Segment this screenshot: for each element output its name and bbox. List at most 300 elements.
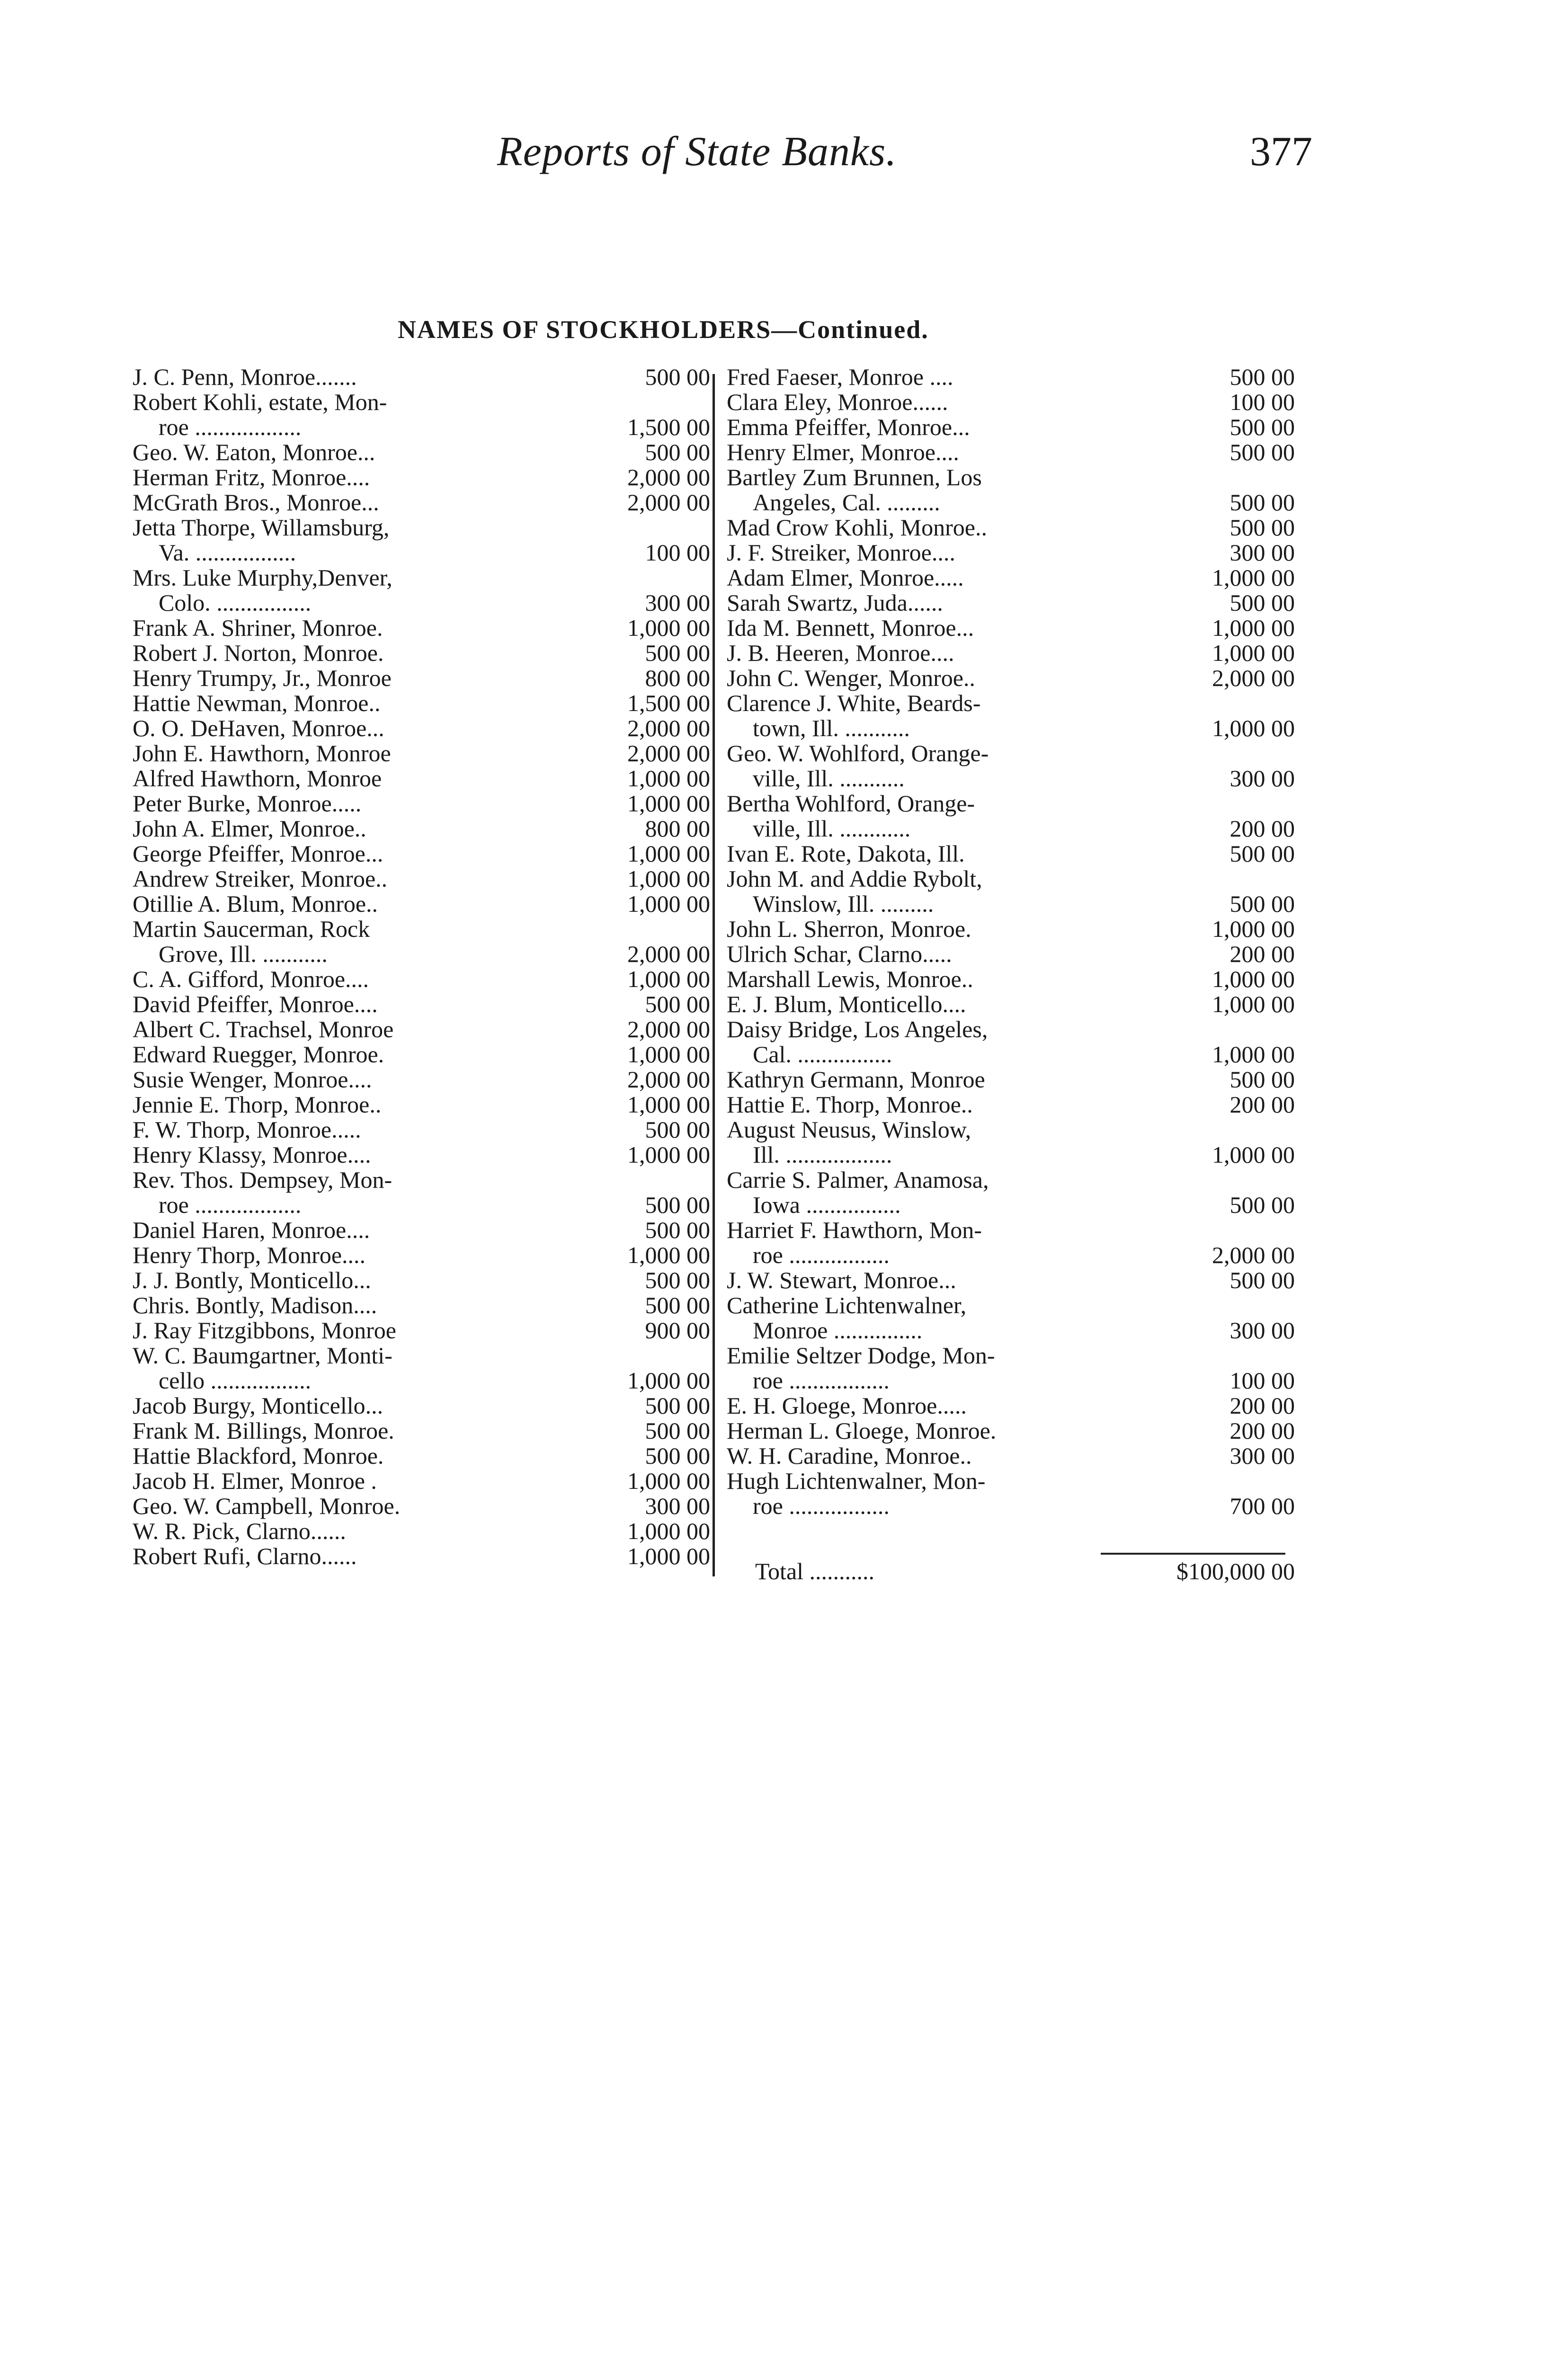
stockholder-entry xyxy=(133,666,710,691)
stockholder-name xyxy=(727,1343,1124,1393)
stockholder-name-line: C. A. Gifford, Monroe.... xyxy=(133,966,369,992)
stockholder-name-line: J. F. Streiker, Monroe.... xyxy=(727,539,955,566)
stockholder-name-line: Jennie E. Thorp, Monroe.. xyxy=(133,1091,382,1118)
share-amount: 500 00 xyxy=(645,1392,710,1419)
stockholder-entry xyxy=(133,365,710,390)
stockholder-name xyxy=(133,1544,568,1569)
stockholder-name-line: George Pfeiffer, Monroe... xyxy=(133,840,383,867)
stockholder-name-line: Otillie A. Blum, Monroe.. xyxy=(133,890,378,917)
stockholder-name-line: Geo. W. Wohlford, Orange- xyxy=(727,740,989,766)
stockholder-name xyxy=(133,1142,568,1167)
stockholder-name-line: Catherine Lichtenwalner, xyxy=(727,1292,967,1318)
stockholder-name xyxy=(727,1268,1124,1293)
stockholder-entry xyxy=(133,1519,710,1544)
stockholder-name-line: Frank A. Shriner, Monroe. xyxy=(133,614,383,641)
stockholder-name-continuation: town, Ill. ........... xyxy=(753,715,910,741)
stockholder-name xyxy=(727,1092,1124,1117)
stockholder-name xyxy=(727,1393,1124,1418)
stockholder-entry xyxy=(133,1167,710,1218)
stockholder-name-line: Kathryn Germann, Monroe xyxy=(727,1066,985,1093)
stockholder-name-line: Daisy Bridge, Los Angeles, xyxy=(727,1016,988,1042)
stockholder-name xyxy=(727,1468,1124,1519)
share-amount: 1,500 00 xyxy=(627,690,710,716)
share-amount: 1,000 00 xyxy=(627,1518,710,1544)
share-amount: 1,000 00 xyxy=(627,840,710,867)
share-amount: 100 00 xyxy=(645,539,710,566)
share-amount: 500 00 xyxy=(645,1417,710,1444)
stockholder-name-line: W. C. Baumgartner, Monti- xyxy=(133,1342,392,1369)
stockholder-name-line: Marshall Lewis, Monroe.. xyxy=(727,966,973,992)
stockholder-name xyxy=(133,791,568,816)
share-amount: 1,000 00 xyxy=(627,1041,710,1068)
stockholder-name xyxy=(727,1017,1124,1067)
stockholder-name xyxy=(133,565,568,615)
stockholder-name-line: Herman Fritz, Monroe.... xyxy=(133,464,370,490)
stockholder-name xyxy=(133,891,568,917)
share-amount: 1,000 00 xyxy=(1212,1041,1295,1068)
stockholder-entry xyxy=(133,716,710,741)
stockholder-name xyxy=(727,967,1124,992)
stockholder-name-line: Sarah Swartz, Juda...... xyxy=(727,589,943,616)
stockholder-name xyxy=(133,515,568,565)
stockholder-name-continuation: Angeles, Cal. ......... xyxy=(753,489,940,516)
stockholder-name xyxy=(133,1293,568,1318)
stockholder-name-line: Emilie Seltzer Dodge, Mon- xyxy=(727,1342,995,1369)
stockholder-entry xyxy=(727,415,1295,440)
stockholder-entry xyxy=(133,1092,710,1117)
stockholder-name xyxy=(727,1418,1124,1443)
stockholder-entry xyxy=(133,891,710,917)
stockholder-name-line: John E. Hawthorn, Monroe xyxy=(133,740,391,766)
stockholder-name-line: Geo. W. Eaton, Monroe... xyxy=(133,439,375,465)
stockholder-name-line: Robert Kohli, estate, Mon- xyxy=(133,389,387,415)
stockholder-entry xyxy=(133,615,710,641)
stockholder-name xyxy=(727,992,1124,1017)
share-amount: 500 00 xyxy=(1229,439,1295,465)
share-amount: 500 00 xyxy=(645,640,710,666)
share-amount: 1,000 00 xyxy=(627,614,710,641)
stockholder-name-line: F. W. Thorp, Monroe..... xyxy=(133,1116,361,1143)
share-amount: 200 00 xyxy=(1229,815,1295,842)
share-amount: 1,000 00 xyxy=(1212,966,1295,992)
stockholder-entry xyxy=(727,1167,1295,1218)
stockholder-entry xyxy=(727,390,1295,415)
stockholder-name-continuation: roe ................. xyxy=(753,1242,890,1268)
share-amount: 300 00 xyxy=(1229,765,1295,792)
stockholder-entry xyxy=(133,1443,710,1468)
stockholder-name xyxy=(133,465,568,490)
stockholder-name xyxy=(133,365,568,390)
stockholder-entry xyxy=(727,1017,1295,1067)
running-title: Reports of State Banks. xyxy=(497,129,897,175)
stockholder-entry xyxy=(727,1067,1295,1092)
stockholder-name-line: Bertha Wohlford, Orange- xyxy=(727,790,975,817)
stockholder-name xyxy=(133,1067,568,1092)
stockholder-name xyxy=(727,390,1124,415)
share-amount: 500 00 xyxy=(1229,1192,1295,1218)
stockholder-entry xyxy=(727,1418,1295,1443)
share-amount: 500 00 xyxy=(1229,1267,1295,1293)
stockholder-name-line: Edward Ruegger, Monroe. xyxy=(133,1041,384,1068)
share-amount: 800 00 xyxy=(645,815,710,842)
stockholder-name xyxy=(727,465,1124,515)
total-value: $100,000 00 xyxy=(1176,1558,1295,1584)
stockholder-name-line: Frank M. Billings, Monroe. xyxy=(133,1417,394,1444)
stockholder-name xyxy=(727,1117,1124,1167)
share-amount: 1,000 00 xyxy=(1212,564,1295,591)
stockholder-name-line: Robert Rufi, Clarno...... xyxy=(133,1543,357,1569)
share-amount: 500 00 xyxy=(645,1192,710,1218)
stockholder-entry xyxy=(727,967,1295,992)
stockholder-name-line: Jacob H. Elmer, Monroe . xyxy=(133,1468,377,1494)
stockholder-name-line: John L. Sherron, Monroe. xyxy=(727,916,971,942)
stockholder-entry xyxy=(133,1293,710,1318)
stockholder-name-line: J. J. Bontly, Monticello... xyxy=(133,1267,371,1293)
share-amount: 500 00 xyxy=(645,439,710,465)
share-amount: 500 00 xyxy=(1229,414,1295,440)
stockholder-name xyxy=(133,1519,568,1544)
stockholder-entry xyxy=(727,917,1295,942)
stockholder-entry xyxy=(133,1544,710,1569)
stockholder-name xyxy=(133,1218,568,1243)
stockholder-name-line: J. B. Heeren, Monroe.... xyxy=(727,640,954,666)
stockholder-entry xyxy=(133,816,710,841)
stockholder-name xyxy=(133,1418,568,1443)
stockholder-entry xyxy=(727,1293,1295,1343)
share-amount: 2,000 00 xyxy=(627,1066,710,1093)
stockholder-entry xyxy=(133,1117,710,1142)
stockholder-entry xyxy=(133,1218,710,1243)
stockholder-name-line: Rev. Thos. Dempsey, Mon- xyxy=(133,1166,392,1193)
page-header xyxy=(0,128,1568,180)
stockholder-entry xyxy=(727,1092,1295,1117)
stockholder-name-line: Henry Elmer, Monroe.... xyxy=(727,439,959,465)
stockholder-name-line: Bartley Zum Brunnen, Los xyxy=(727,464,982,490)
stockholder-name xyxy=(133,967,568,992)
stockholder-entry xyxy=(727,992,1295,1017)
stockholder-name xyxy=(727,1218,1124,1268)
share-amount: 200 00 xyxy=(1229,1392,1295,1419)
share-amount: 1,000 00 xyxy=(627,765,710,792)
stockholder-name-line: Henry Klassy, Monroe.... xyxy=(133,1141,371,1168)
stockholder-entry xyxy=(133,641,710,666)
stockholder-name-continuation: cello ................. xyxy=(159,1367,312,1394)
stockholder-entry xyxy=(133,1468,710,1494)
stockholder-entry xyxy=(727,615,1295,641)
stockholder-name xyxy=(133,866,568,891)
stockholder-entry xyxy=(133,1393,710,1418)
stockholder-name xyxy=(727,1443,1124,1468)
stockholder-entry xyxy=(727,440,1295,465)
stockholder-entry xyxy=(133,741,710,766)
stockholder-entry xyxy=(727,465,1295,515)
share-amount: 1,000 00 xyxy=(627,1468,710,1494)
stockholder-name xyxy=(727,841,1124,866)
stockholder-name-line: McGrath Bros., Monroe... xyxy=(133,489,379,516)
share-amount: 300 00 xyxy=(1229,1317,1295,1344)
stockholder-name-continuation: Monroe ............... xyxy=(753,1317,923,1344)
stockholder-name xyxy=(133,641,568,666)
share-amount: 500 00 xyxy=(645,1217,710,1243)
stockholder-name-continuation: ville, Ill. ........... xyxy=(753,765,905,792)
stockholder-name xyxy=(727,741,1124,791)
stockholder-name xyxy=(133,766,568,791)
stockholder-entry xyxy=(133,766,710,791)
stockholder-name xyxy=(727,917,1124,942)
stockholder-entry xyxy=(133,1268,710,1293)
stockholder-name xyxy=(727,641,1124,666)
share-amount: 300 00 xyxy=(645,589,710,616)
share-amount: 500 00 xyxy=(1229,489,1295,516)
share-amount: 500 00 xyxy=(1229,364,1295,390)
stockholder-entry xyxy=(727,641,1295,666)
stockholder-name xyxy=(727,565,1124,590)
stockholder-name xyxy=(133,1318,568,1343)
stockholder-name-line: Susie Wenger, Monroe.... xyxy=(133,1066,372,1093)
stockholder-entry xyxy=(727,691,1295,741)
stockholder-name-line: David Pfeiffer, Monroe.... xyxy=(133,991,378,1017)
stockholder-name xyxy=(133,1042,568,1067)
stockholder-name-continuation: Iowa ................ xyxy=(753,1192,901,1218)
stockholder-name xyxy=(133,1017,568,1042)
stockholder-entry xyxy=(133,1243,710,1268)
stockholder-name-line: W. R. Pick, Clarno...... xyxy=(133,1518,346,1544)
stockholder-name xyxy=(727,1067,1124,1092)
share-amount: 2,000 00 xyxy=(1212,1242,1295,1268)
share-amount: 1,000 00 xyxy=(1212,991,1295,1017)
stockholder-entry xyxy=(727,590,1295,615)
stockholder-entry xyxy=(133,841,710,866)
stockholder-name xyxy=(133,691,568,716)
stockholder-name xyxy=(727,540,1124,565)
stockholder-entry xyxy=(133,1067,710,1092)
stockholder-entry xyxy=(727,942,1295,967)
share-amount: 1,000 00 xyxy=(627,1141,710,1168)
stockholder-name-continuation: roe .................. xyxy=(159,1192,302,1218)
stockholder-name-line: Hattie Newman, Monroe.. xyxy=(133,690,381,716)
stockholder-name-line: Harriet F. Hawthorn, Mon- xyxy=(727,1217,982,1243)
stockholder-name xyxy=(727,615,1124,641)
share-amount: 500 00 xyxy=(645,1267,710,1293)
stockholder-name-continuation: Winslow, Ill. ......... xyxy=(753,890,934,917)
stockholder-name-line: Daniel Haren, Monroe.... xyxy=(133,1217,370,1243)
stockholder-entry xyxy=(727,841,1295,866)
stockholder-name-line: Henry Thorp, Monroe.... xyxy=(133,1242,366,1268)
stockholder-entry xyxy=(727,791,1295,841)
share-amount: 1,000 00 xyxy=(627,1242,710,1268)
stockholder-name-line: Jacob Burgy, Monticello... xyxy=(133,1392,383,1419)
stockholder-name-line: Ulrich Schar, Clarno..... xyxy=(727,941,952,967)
stockholder-name-line: Hattie Blackford, Monroe. xyxy=(133,1442,384,1469)
stockholder-entry xyxy=(727,565,1295,590)
stockholder-entry xyxy=(133,992,710,1017)
share-amount: 500 00 xyxy=(645,991,710,1017)
share-amount: 1,000 00 xyxy=(1212,640,1295,666)
stockholder-name xyxy=(727,1293,1124,1343)
stockholder-name xyxy=(727,590,1124,615)
stockholder-name xyxy=(133,615,568,641)
stockholder-name-continuation: ville, Ill. ............ xyxy=(753,815,911,842)
stockholder-name xyxy=(727,440,1124,465)
stockholder-entry xyxy=(727,1393,1295,1418)
share-amount: 500 00 xyxy=(1229,890,1295,917)
stockholder-name-continuation: roe ................. xyxy=(753,1367,890,1394)
share-amount: 900 00 xyxy=(645,1317,710,1344)
stockholder-name-line: J. W. Stewart, Monroe... xyxy=(727,1267,956,1293)
stockholder-entry xyxy=(133,691,710,716)
share-amount: 1,000 00 xyxy=(1212,614,1295,641)
stockholder-name-line: W. H. Caradine, Monroe.. xyxy=(727,1442,972,1469)
stockholder-name-line: Ivan E. Rote, Dakota, Ill. xyxy=(727,840,965,867)
share-amount: 300 00 xyxy=(1229,539,1295,566)
share-amount: 1,500 00 xyxy=(627,414,710,440)
stockholder-name-line: O. O. DeHaven, Monroe... xyxy=(133,715,384,741)
share-amount: 2,000 00 xyxy=(627,715,710,741)
share-amount: 500 00 xyxy=(1229,514,1295,541)
stockholder-entry xyxy=(133,515,710,565)
stockholder-entry xyxy=(727,1468,1295,1519)
stockholder-entry xyxy=(133,440,710,465)
stockholder-entry xyxy=(727,866,1295,917)
stockholder-name xyxy=(133,490,568,515)
total-row xyxy=(727,1557,1295,1585)
share-amount: 700 00 xyxy=(1229,1493,1295,1519)
stockholder-name-line: John A. Elmer, Monroe.. xyxy=(133,815,366,842)
stockholder-entry xyxy=(727,741,1295,791)
stockholder-name xyxy=(133,716,568,741)
stockholder-entry xyxy=(133,917,710,967)
share-amount: 100 00 xyxy=(1229,1367,1295,1394)
stockholder-entry xyxy=(727,1117,1295,1167)
stockholder-entry xyxy=(727,1443,1295,1468)
share-amount: 1,000 00 xyxy=(1212,715,1295,741)
stockholder-name-line: J. C. Penn, Monroe....... xyxy=(133,364,357,390)
stockholder-name xyxy=(727,866,1124,917)
right-column xyxy=(727,365,1295,1519)
share-amount: 1,000 00 xyxy=(627,1367,710,1394)
stockholder-name xyxy=(727,691,1124,741)
stockholder-name-line: Andrew Streiker, Monroe.. xyxy=(133,865,388,892)
share-amount: 100 00 xyxy=(1229,389,1295,415)
stockholder-name-line: Mrs. Luke Murphy,Denver, xyxy=(133,564,392,591)
stockholder-entry xyxy=(727,666,1295,691)
stockholder-name xyxy=(727,1167,1124,1218)
share-amount: 1,000 00 xyxy=(627,865,710,892)
stockholder-name-line: Ida M. Bennett, Monroe... xyxy=(727,614,974,641)
stockholder-entry xyxy=(133,465,710,490)
stockholder-name-continuation: Cal. ................ xyxy=(753,1041,892,1068)
stockholder-name xyxy=(133,1167,568,1218)
share-amount: 500 00 xyxy=(645,364,710,390)
stockholder-name-line: Henry Trumpy, Jr., Monroe xyxy=(133,665,392,691)
stockholder-name-continuation: Colo. ................ xyxy=(159,589,312,616)
stockholder-entry xyxy=(727,540,1295,565)
stockholder-name-line: Clarence J. White, Beards- xyxy=(727,690,981,716)
stockholder-name xyxy=(133,1268,568,1293)
stockholder-name-line: Chris. Bontly, Madison.... xyxy=(133,1292,377,1318)
stockholder-name-line: John C. Wenger, Monroe.. xyxy=(727,665,975,691)
stockholder-entry xyxy=(133,1494,710,1519)
stockholder-name xyxy=(133,1092,568,1117)
share-amount: 2,000 00 xyxy=(627,740,710,766)
stockholder-entry xyxy=(133,1418,710,1443)
share-amount: 2,000 00 xyxy=(627,464,710,490)
stockholder-name-line: J. Ray Fitzgibbons, Monroe xyxy=(133,1317,396,1344)
stockholder-name xyxy=(133,440,568,465)
stockholder-name-line: Mad Crow Kohli, Monroe.. xyxy=(727,514,987,541)
section-heading xyxy=(398,315,929,344)
share-amount: 2,000 00 xyxy=(627,489,710,516)
stockholder-name xyxy=(727,791,1124,841)
stockholder-name-line: E. H. Gloege, Monroe..... xyxy=(727,1392,967,1419)
share-amount: 2,000 00 xyxy=(627,1016,710,1042)
stockholder-entry xyxy=(133,967,710,992)
stockholder-entry xyxy=(133,1318,710,1343)
share-amount: 300 00 xyxy=(645,1493,710,1519)
share-amount: 1,000 00 xyxy=(627,1543,710,1569)
stockholder-name-line: Hugh Lichtenwalner, Mon- xyxy=(727,1468,986,1494)
stockholder-entry xyxy=(727,1218,1295,1268)
stockholder-name-line: Hattie E. Thorp, Monroe.. xyxy=(727,1091,973,1118)
stockholder-name xyxy=(133,741,568,766)
share-amount: 300 00 xyxy=(1229,1442,1295,1469)
stockholder-name-continuation: Grove, Ill. ........... xyxy=(159,941,328,967)
stockholder-name xyxy=(727,942,1124,967)
stockholder-name xyxy=(133,390,568,440)
share-amount: 500 00 xyxy=(645,1442,710,1469)
stockholder-name xyxy=(133,1494,568,1519)
stockholder-name-continuation: Va. ................. xyxy=(159,539,296,566)
share-amount: 200 00 xyxy=(1229,1091,1295,1118)
share-amount: 1,000 00 xyxy=(627,1091,710,1118)
stockholder-name xyxy=(133,1343,568,1393)
stockholder-entry xyxy=(133,1017,710,1042)
stockholder-name-line: Jetta Thorpe, Willamsburg, xyxy=(133,514,390,541)
page-number: 377 xyxy=(1250,129,1312,175)
stockholder-name xyxy=(133,666,568,691)
stockholder-name xyxy=(133,841,568,866)
stockholder-entry xyxy=(133,390,710,440)
stockholder-name xyxy=(133,1117,568,1142)
stockholder-name xyxy=(133,1243,568,1268)
heading-main: NAMES OF STOCKHOLDERS xyxy=(398,315,772,344)
stockholder-name xyxy=(727,666,1124,691)
share-amount: 500 00 xyxy=(645,1116,710,1143)
stockholder-name xyxy=(727,515,1124,540)
share-amount: 200 00 xyxy=(1229,941,1295,967)
share-amount: 200 00 xyxy=(1229,1417,1295,1444)
stockholder-name-line: E. J. Blum, Monticello.... xyxy=(727,991,966,1017)
stockholder-entry xyxy=(133,866,710,891)
stockholder-name-continuation: roe ................. xyxy=(753,1493,890,1519)
stockholder-entry xyxy=(133,565,710,615)
stockholder-name xyxy=(133,1393,568,1418)
share-amount: 800 00 xyxy=(645,665,710,691)
stockholder-entry xyxy=(133,490,710,515)
stockholder-entry xyxy=(727,515,1295,540)
stockholder-name xyxy=(133,816,568,841)
share-amount: 1,000 00 xyxy=(627,966,710,992)
stockholder-entry xyxy=(133,1042,710,1067)
stockholder-name xyxy=(133,992,568,1017)
share-amount: 500 00 xyxy=(1229,840,1295,867)
stockholder-entry xyxy=(133,1343,710,1393)
stockholder-name-line: Peter Burke, Monroe..... xyxy=(133,790,362,817)
share-amount: 500 00 xyxy=(1229,589,1295,616)
stockholder-name xyxy=(727,365,1124,390)
stockholder-name-line: Herman L. Gloege, Monroe. xyxy=(727,1417,997,1444)
share-amount: 2,000 00 xyxy=(627,941,710,967)
